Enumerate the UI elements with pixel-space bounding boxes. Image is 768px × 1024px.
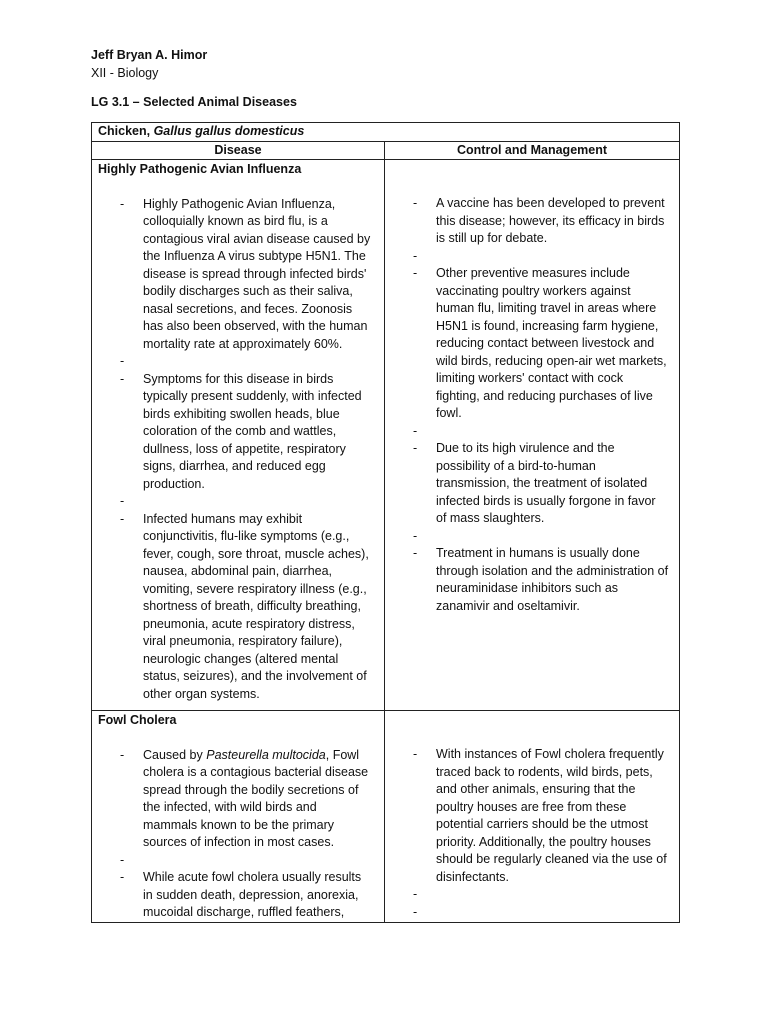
disease-cell-avian-influenza bbox=[92, 160, 385, 711]
list-item: - Symptoms for this disease in birds typically present suddenly, with infected birds exhibiting swollen heads, blue coloration of the comb and wattles, dullness, loss of appetite, respiratory signs, diarrhea, and reduced egg production. bbox=[98, 371, 378, 494]
list-item: - Other preventive measures include vaccinating poultry workers against human flu, limiting travel in areas where H5N1 is found, increasing farm hygiene, reducing contact between livestock and wild birds, reducing open-air wet markets, limiting workers' contact with cock fighting, and reducing purchases of live fowl. bbox=[391, 265, 673, 423]
column-header-disease: Disease bbox=[92, 141, 385, 160]
class-name: XII - Biology bbox=[91, 66, 159, 80]
text-segment: Caused by bbox=[143, 747, 207, 762]
control-cell-fowl-cholera bbox=[385, 711, 680, 923]
list-item bbox=[391, 904, 673, 922]
species-common-name: Chicken, bbox=[98, 124, 154, 138]
document-title: LG 3.1 – Selected Animal Diseases bbox=[91, 95, 297, 109]
disease-cell-fowl-cholera bbox=[92, 711, 385, 923]
author-name: Jeff Bryan A. Himor bbox=[91, 48, 208, 62]
disease-description-list bbox=[98, 196, 378, 704]
species-cell bbox=[92, 123, 680, 142]
disease-table bbox=[91, 122, 680, 923]
list-item: - Highly Pathogenic Avian Influenza, colloquially known as bird flu, is a contagious viral avian disease caused by the Influenza A virus subtype H5N1. The disease is spread through infected birds' bodily discharges such as their saliva, nasal secretions, and feces. Zoonosis has also been observed, with the human mortality rate at approximately 60%. bbox=[98, 196, 378, 354]
disease-row-avian-influenza bbox=[92, 160, 680, 711]
disease-description-list bbox=[98, 747, 378, 922]
list-item: - With instances of Fowl cholera frequently traced back to rodents, wild birds, pets, and other animals, ensuring that the poultry houses are free from these potential carriers should be the utmost priority. Additionally, the poultry houses should be regularly cleaned via the use of disinfectants. bbox=[391, 746, 673, 886]
species-row bbox=[92, 123, 680, 142]
species-scientific-name: Gallus gallus domesticus bbox=[153, 124, 305, 138]
list-item: - A vaccine has been developed to prevent this disease; however, its efficacy in birds is still up for debate. bbox=[391, 195, 673, 248]
list-item bbox=[98, 747, 378, 852]
column-header-control: Control and Management bbox=[385, 141, 680, 160]
document-header bbox=[91, 46, 207, 82]
list-item: - Due to its high virulence and the possibility of a bird-to-human transmission, the treatment of isolated infected birds is usually forgone in favor of mass slaughters. bbox=[391, 440, 673, 528]
column-header-row bbox=[92, 141, 680, 160]
control-list bbox=[391, 746, 673, 922]
disease-row-fowl-cholera bbox=[92, 711, 680, 923]
disease-name: Fowl Cholera bbox=[98, 713, 177, 727]
control-list bbox=[391, 195, 673, 615]
text-segment: , Fowl cholera is a contagious bacterial disease spread through the bodily secretions of the infected, with wild birds and mammals known to be the primary sources of infection in most cases. bbox=[143, 747, 369, 849]
pathogen-name: Pasteurella multocida bbox=[206, 747, 326, 762]
list-item: - Treatment in humans is usually done through isolation and the administration of neuraminidase inhibitors such as zanamivir and oseltamivir. bbox=[391, 545, 673, 615]
list-item: - While acute fowl cholera usually results in sudden death, depression, anorexia, mucoidal discharge, ruffled feathers, bbox=[98, 869, 378, 922]
control-cell-avian-influenza bbox=[385, 160, 680, 711]
disease-name: Highly Pathogenic Avian Influenza bbox=[98, 162, 302, 176]
list-item: - Infected humans may exhibit conjunctivitis, flu-like symptoms (e.g., fever, cough, sore throat, muscle aches), nausea, abdominal pain, diarrhea, vomiting, severe respiratory illness (e.g., shortness of breath, difficulty breathing, pneumonia, acute respiratory distress, viral pneumonia, respiratory failure), neurologic changes (altered mental status, seizures), and the involvement of other organ systems. bbox=[98, 511, 378, 704]
